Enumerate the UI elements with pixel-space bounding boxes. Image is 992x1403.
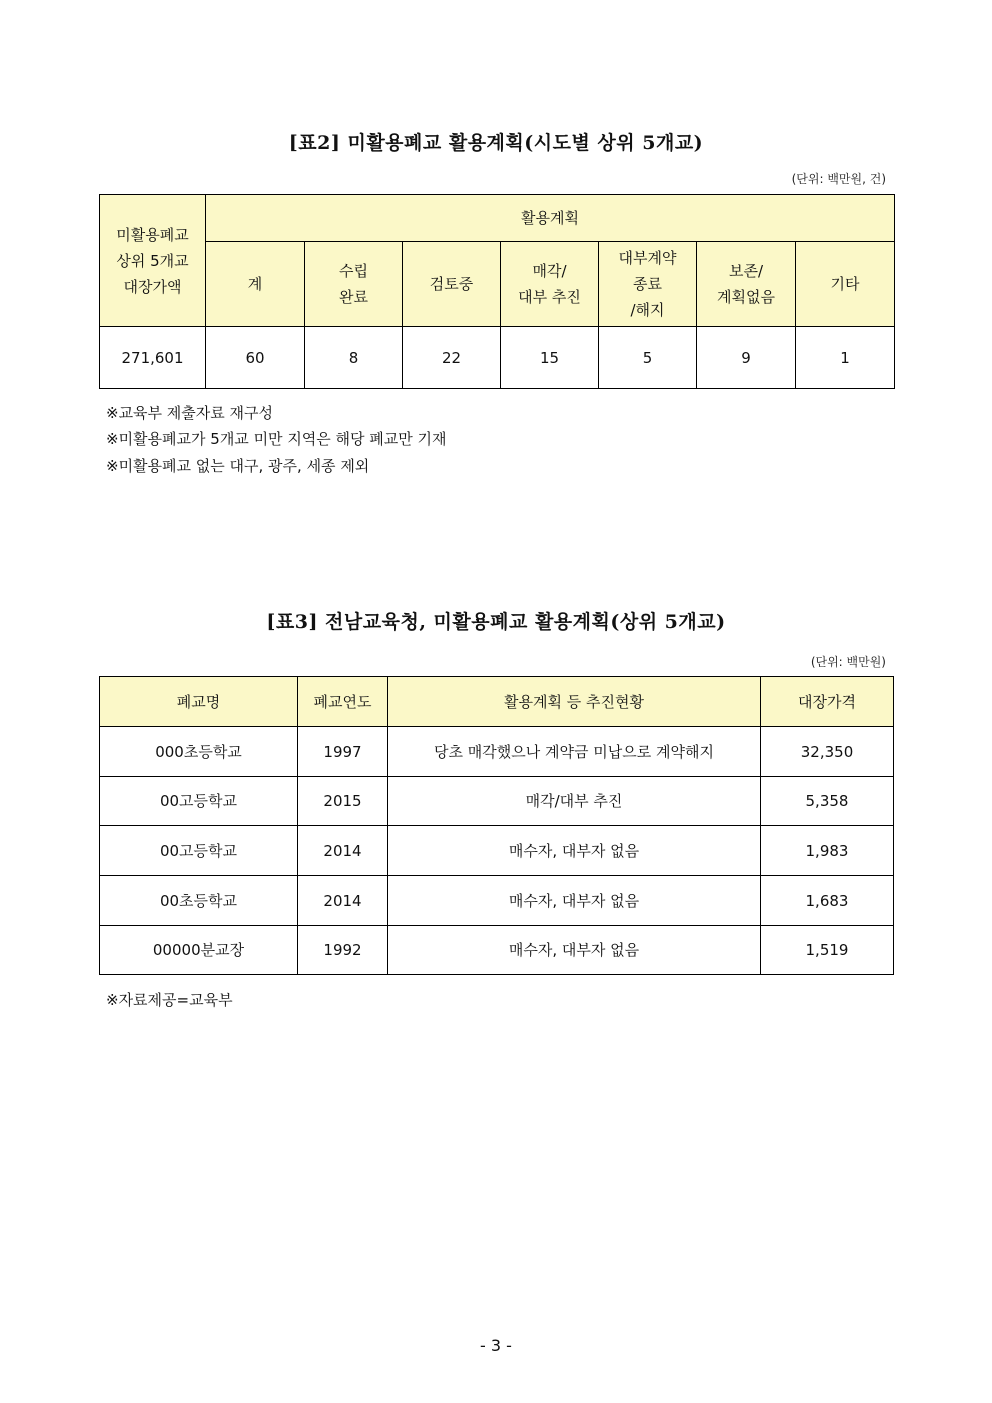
table3-unit: (단위: 백만원) xyxy=(810,655,886,669)
table-cell: 당초 매각했으나 계약금 미납으로 계약해지 xyxy=(388,727,761,777)
col-header-line: 대부계약 xyxy=(618,249,677,267)
table-cell: 1997 xyxy=(298,727,388,777)
table-cell: 매수자, 대부자 없음 xyxy=(388,876,761,926)
table2-col-header xyxy=(403,242,501,327)
col-header-line: 기타 xyxy=(830,275,860,293)
table2-note: ※미활용폐교 없는 대구, 광주, 세종 제외 xyxy=(106,457,370,475)
table3-col-header: 대장가격 xyxy=(761,677,894,727)
table-cell: 00000분교장 xyxy=(100,926,298,975)
table3-title: [표3] 전남교육청, 미활용폐교 활용계획(상위 5개교) xyxy=(266,611,726,633)
col-header-line: 종료 xyxy=(633,275,662,293)
table-cell: 2014 xyxy=(298,826,388,876)
table2-note: ※교육부 제출자료 재구성 xyxy=(106,404,274,422)
table2-header-left xyxy=(100,195,206,327)
table-cell: 2014 xyxy=(298,876,388,926)
table-cell: 5 xyxy=(599,327,697,389)
table-cell: 1 xyxy=(796,327,895,389)
table-cell: 9 xyxy=(697,327,796,389)
table2-col-header xyxy=(599,242,697,327)
header-left-line: 상위 5개교 xyxy=(116,251,189,270)
table-cell: 매각/대부 추진 xyxy=(388,777,761,826)
table-cell: 32,350 xyxy=(761,727,894,777)
table-row xyxy=(100,926,894,975)
page-number: - 3 - xyxy=(480,1336,512,1355)
table-cell: 60 xyxy=(206,327,305,389)
table2-col-header xyxy=(697,242,796,327)
table-cell: 매수자, 대부자 없음 xyxy=(388,826,761,876)
col-header-line: 계 xyxy=(247,275,263,293)
table-cell: 1992 xyxy=(298,926,388,975)
table3 xyxy=(99,676,894,975)
table3-col-header: 폐교명 xyxy=(100,677,298,727)
col-header-line: 수립 xyxy=(339,262,368,280)
header-left-line: 대장가액 xyxy=(123,277,182,296)
table-cell: 1,519 xyxy=(761,926,894,975)
table-cell: 000초등학교 xyxy=(100,727,298,777)
col-header-line: 완료 xyxy=(339,288,368,306)
table-cell: 00고등학교 xyxy=(100,777,298,826)
table2-header-group: 활용계획 xyxy=(206,195,895,242)
header-left-line: 미활용폐교 xyxy=(116,225,189,244)
table2-note: ※미활용폐교가 5개교 미만 지역은 해당 폐교만 기재 xyxy=(106,430,447,448)
table3-col-header: 폐교연도 xyxy=(298,677,388,727)
table2 xyxy=(99,194,895,389)
table-cell: 2015 xyxy=(298,777,388,826)
table2-col-header xyxy=(796,242,895,327)
table-cell: 22 xyxy=(403,327,501,389)
table2-col-header xyxy=(206,242,305,327)
col-header-line: 보존/ xyxy=(728,262,764,280)
col-header-line: 대부 추진 xyxy=(518,288,581,306)
table-cell: 5,358 xyxy=(761,777,894,826)
col-header-line: 검토중 xyxy=(429,275,474,293)
table-row xyxy=(100,826,894,876)
table2-title: [표2] 미활용폐교 활용계획(시도별 상위 5개교) xyxy=(288,132,704,154)
table2-col-header xyxy=(305,242,403,327)
col-header-line: 계획없음 xyxy=(717,288,775,306)
table-cell: 1,683 xyxy=(761,876,894,926)
col-header-line: /해지 xyxy=(630,301,665,319)
table3-note: ※자료제공=교육부 xyxy=(106,991,233,1009)
table-row xyxy=(100,876,894,926)
table-cell: 271,601 xyxy=(100,327,206,389)
table-cell: 1,983 xyxy=(761,826,894,876)
table-cell: 15 xyxy=(501,327,599,389)
col-header-line: 매각/ xyxy=(532,262,567,280)
table2-unit: (단위: 백만원, 건) xyxy=(791,172,886,186)
table-row xyxy=(100,777,894,826)
table-row xyxy=(100,327,895,389)
table-cell: 00고등학교 xyxy=(100,826,298,876)
table2-col-header xyxy=(501,242,599,327)
table-cell: 매수자, 대부자 없음 xyxy=(388,926,761,975)
table-cell: 00초등학교 xyxy=(100,876,298,926)
table-row xyxy=(100,727,894,777)
table-cell: 8 xyxy=(305,327,403,389)
table3-col-header: 활용계획 등 추진현황 xyxy=(388,677,761,727)
